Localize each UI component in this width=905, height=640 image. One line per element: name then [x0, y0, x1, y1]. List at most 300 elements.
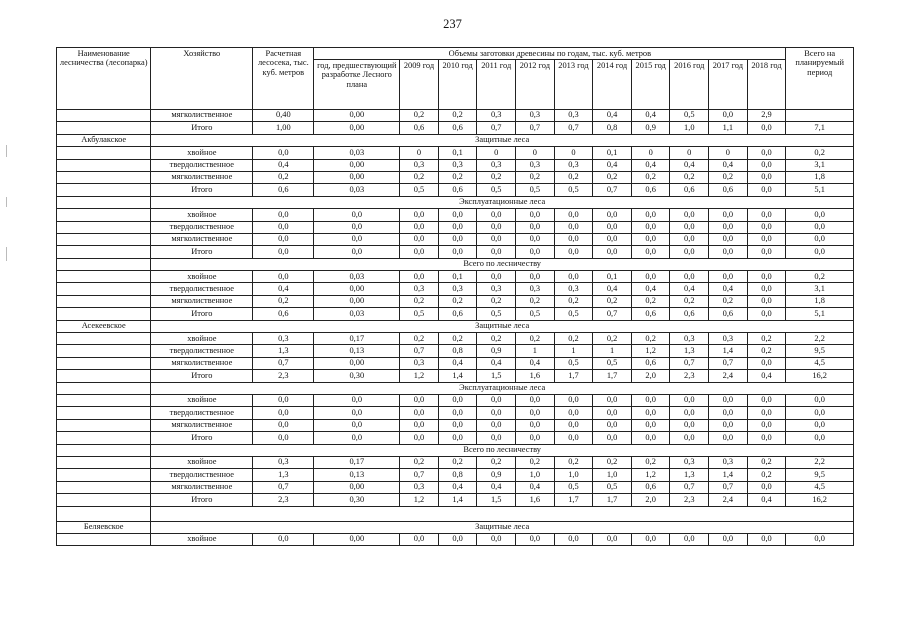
farm-type: твердолиственное — [151, 469, 253, 481]
value-cell: 0,0 — [400, 233, 439, 245]
value-cell: 0,0 — [314, 432, 400, 444]
forestry-name: Асекеевское — [57, 320, 151, 332]
farm-type: хвойное — [151, 333, 253, 345]
value-cell: 0,0 — [709, 271, 748, 283]
value-cell: 1,2 — [631, 345, 670, 357]
section-title: Эксплуатационные леса — [151, 382, 854, 394]
table-row — [57, 494, 854, 506]
value-cell: 1,3 — [253, 469, 314, 481]
value-cell: 0,0 — [314, 419, 400, 431]
value-cell: 1 — [593, 345, 632, 357]
value-cell: 0,17 — [314, 333, 400, 345]
value-cell: 0,7 — [554, 122, 593, 134]
table-row — [57, 357, 854, 369]
section-row — [57, 134, 854, 146]
value-cell: 0,0 — [747, 122, 786, 134]
table-row — [57, 246, 854, 258]
value-cell: 1,5 — [477, 370, 516, 382]
value-cell: 0,0 — [400, 394, 439, 406]
forestry-cell — [57, 432, 151, 444]
value-cell: 0,0 — [631, 419, 670, 431]
value-cell: 0,4 — [516, 481, 555, 493]
value-cell: 0,4 — [631, 283, 670, 295]
value-cell: 0,0 — [670, 271, 709, 283]
section-row — [57, 444, 854, 456]
value-cell: 0,0 — [253, 233, 314, 245]
forestry-cell — [57, 345, 151, 357]
value-cell: 1 — [516, 345, 555, 357]
forestry-cell — [57, 533, 151, 545]
value-cell: 0,0 — [516, 419, 555, 431]
table-row — [57, 159, 854, 171]
value-cell: 1,00 — [253, 122, 314, 134]
value-cell: 0,0 — [786, 432, 854, 444]
value-cell: 1,3 — [670, 345, 709, 357]
forestry-cell — [57, 370, 151, 382]
value-cell: 1,4 — [709, 345, 748, 357]
table-row — [57, 394, 854, 406]
table-row — [57, 110, 854, 122]
value-cell: 0,1 — [593, 271, 632, 283]
value-cell: 1,7 — [554, 370, 593, 382]
value-cell: 0,0 — [253, 407, 314, 419]
value-cell: 0,0 — [747, 159, 786, 171]
value-cell: 0,7 — [670, 481, 709, 493]
value-cell: 0,2 — [593, 456, 632, 468]
value-cell: 0 — [477, 147, 516, 159]
value-cell: 0,4 — [631, 159, 670, 171]
value-cell: 0,0 — [253, 271, 314, 283]
value-cell: 0,6 — [631, 357, 670, 369]
forestry-cell — [57, 110, 151, 122]
value-cell: 0,4 — [438, 357, 477, 369]
value-cell: 0,0 — [670, 419, 709, 431]
value-cell: 0,4 — [253, 159, 314, 171]
value-cell: 0,0 — [438, 394, 477, 406]
value-cell: 0,0 — [747, 419, 786, 431]
header-year: 2011 год — [477, 60, 516, 110]
value-cell: 0,0 — [516, 394, 555, 406]
table-row — [57, 333, 854, 345]
value-cell: 0,13 — [314, 469, 400, 481]
value-cell: 5,1 — [786, 308, 854, 320]
forestry-cell — [57, 419, 151, 431]
value-cell: 0,5 — [554, 308, 593, 320]
value-cell: 0,30 — [314, 370, 400, 382]
forestry-cell — [57, 184, 151, 196]
value-cell: 0,6 — [438, 122, 477, 134]
forestry-cell — [57, 333, 151, 345]
forestry-cell — [57, 122, 151, 134]
forestry-cell — [57, 308, 151, 320]
value-cell: 0,00 — [314, 122, 400, 134]
value-cell: 0,0 — [314, 407, 400, 419]
value-cell: 0,0 — [314, 394, 400, 406]
value-cell: 0,0 — [786, 533, 854, 545]
value-cell: 0,3 — [400, 159, 439, 171]
table-row — [57, 308, 854, 320]
value-cell: 0,40 — [253, 110, 314, 122]
value-cell: 0,7 — [400, 469, 439, 481]
value-cell: 0,0 — [516, 221, 555, 233]
value-cell: 0,0 — [747, 533, 786, 545]
value-cell: 0,00 — [314, 533, 400, 545]
forestry-cell — [57, 407, 151, 419]
value-cell: 0,2 — [554, 456, 593, 468]
value-cell: 0,3 — [400, 283, 439, 295]
table-row — [57, 481, 854, 493]
table-row — [57, 122, 854, 134]
forestry-cell — [57, 159, 151, 171]
value-cell: 0,2 — [438, 110, 477, 122]
value-cell: 16,2 — [786, 370, 854, 382]
value-cell: 0,00 — [314, 481, 400, 493]
value-cell: 0,0 — [253, 221, 314, 233]
value-cell: 0,0 — [709, 394, 748, 406]
value-cell: 0,1 — [593, 147, 632, 159]
value-cell: 0,0 — [747, 308, 786, 320]
value-cell: 0,0 — [554, 233, 593, 245]
value-cell: 1,3 — [253, 345, 314, 357]
value-cell: 0,4 — [709, 283, 748, 295]
value-cell: 0,0 — [554, 209, 593, 221]
value-cell: 0,6 — [631, 184, 670, 196]
farm-type: твердолиственное — [151, 407, 253, 419]
value-cell: 0,5 — [516, 184, 555, 196]
value-cell: 1,7 — [593, 494, 632, 506]
value-cell: 0,0 — [670, 432, 709, 444]
value-cell: 0,0 — [438, 221, 477, 233]
table-row — [57, 209, 854, 221]
section-row — [57, 521, 854, 533]
table-header — [57, 48, 854, 110]
value-cell: 0,0 — [709, 533, 748, 545]
value-cell: 0,3 — [400, 357, 439, 369]
value-cell: 0,2 — [400, 171, 439, 183]
value-cell: 0,5 — [400, 308, 439, 320]
value-cell: 0,0 — [631, 533, 670, 545]
value-cell: 0,0 — [709, 233, 748, 245]
value-cell: 0,13 — [314, 345, 400, 357]
value-cell: 0,7 — [253, 481, 314, 493]
value-cell: 0,6 — [670, 184, 709, 196]
value-cell: 1,0 — [516, 469, 555, 481]
value-cell: 0,0 — [253, 394, 314, 406]
value-cell: 0,0 — [438, 407, 477, 419]
value-cell: 0,03 — [314, 271, 400, 283]
table-row — [57, 432, 854, 444]
forestry-name — [57, 444, 151, 456]
value-cell: 1,2 — [631, 469, 670, 481]
value-cell: 0,5 — [593, 481, 632, 493]
value-cell: 0,2 — [709, 171, 748, 183]
value-cell: 0,2 — [593, 295, 632, 307]
value-cell: 0,7 — [253, 357, 314, 369]
value-cell: 0,0 — [253, 147, 314, 159]
value-cell: 0,5 — [554, 357, 593, 369]
value-cell: 0,2 — [516, 333, 555, 345]
value-cell: 0,5 — [400, 184, 439, 196]
value-cell: 9,5 — [786, 469, 854, 481]
value-cell: 0,4 — [253, 283, 314, 295]
value-cell: 0,0 — [400, 209, 439, 221]
farm-type: Итого — [151, 184, 253, 196]
value-cell: 0,0 — [670, 407, 709, 419]
value-cell: 0,2 — [438, 333, 477, 345]
value-cell: 0,0 — [314, 246, 400, 258]
value-cell: 0,0 — [786, 394, 854, 406]
table-row — [57, 271, 854, 283]
farm-type: хвойное — [151, 147, 253, 159]
value-cell: 0 — [631, 147, 670, 159]
value-cell: 2,0 — [631, 370, 670, 382]
value-cell: 0,2 — [438, 295, 477, 307]
logging-volume-table — [56, 47, 854, 546]
value-cell: 0,3 — [516, 283, 555, 295]
value-cell: 0,6 — [631, 481, 670, 493]
value-cell: 0,0 — [516, 432, 555, 444]
header-year: 2014 год — [593, 60, 632, 110]
scan-margin-marks — [6, 145, 8, 301]
value-cell: 0,0 — [670, 209, 709, 221]
value-cell: 0,0 — [631, 407, 670, 419]
value-cell: 0,5 — [516, 308, 555, 320]
value-cell: 1,0 — [593, 469, 632, 481]
value-cell: 0,4 — [438, 481, 477, 493]
value-cell: 0,0 — [786, 246, 854, 258]
value-cell: 0,2 — [516, 295, 555, 307]
table-row — [57, 370, 854, 382]
value-cell: 0,0 — [477, 432, 516, 444]
value-cell: 2,2 — [786, 333, 854, 345]
value-cell: 0,4 — [670, 159, 709, 171]
farm-type: мягколиственное — [151, 233, 253, 245]
value-cell: 0,0 — [670, 394, 709, 406]
value-cell: 0,7 — [593, 184, 632, 196]
value-cell: 0,2 — [747, 345, 786, 357]
value-cell: 0,00 — [314, 171, 400, 183]
value-cell: 0,0 — [631, 209, 670, 221]
header-year: 2017 год — [709, 60, 748, 110]
value-cell: 0 — [554, 147, 593, 159]
section-title: Всего по лесничеству — [151, 444, 854, 456]
table-row — [57, 147, 854, 159]
header-year: 2018 год — [747, 60, 786, 110]
section-row — [57, 258, 854, 270]
header-year: 2009 год — [400, 60, 439, 110]
value-cell: 0,0 — [631, 221, 670, 233]
forestry-name — [57, 196, 151, 208]
value-cell: 0,0 — [747, 209, 786, 221]
value-cell: 0,3 — [516, 110, 555, 122]
value-cell: 7,1 — [786, 122, 854, 134]
value-cell: 0,0 — [747, 283, 786, 295]
table-row — [57, 171, 854, 183]
value-cell: 1,4 — [438, 494, 477, 506]
value-cell: 0,3 — [477, 159, 516, 171]
value-cell: 0,2 — [400, 110, 439, 122]
value-cell: 4,5 — [786, 481, 854, 493]
value-cell: 0,0 — [253, 432, 314, 444]
section-row — [57, 382, 854, 394]
section-title: Защитные леса — [151, 521, 854, 533]
header-previous-year: год, предшествующий разработке Лесного плана — [314, 60, 400, 110]
value-cell: 0,3 — [477, 110, 516, 122]
value-cell: 0,0 — [786, 407, 854, 419]
section-title: Защитные леса — [151, 134, 854, 146]
value-cell: 0,0 — [314, 221, 400, 233]
value-cell: 0,0 — [747, 295, 786, 307]
value-cell: 0,4 — [593, 283, 632, 295]
value-cell: 0,0 — [747, 481, 786, 493]
value-cell: 0,00 — [314, 295, 400, 307]
value-cell: 0,0 — [631, 394, 670, 406]
value-cell: 4,5 — [786, 357, 854, 369]
forestry-name: Беляевское — [57, 521, 151, 533]
value-cell: 0,6 — [709, 184, 748, 196]
value-cell: 0,0 — [747, 184, 786, 196]
value-cell: 0,6 — [253, 308, 314, 320]
value-cell: 0,0 — [253, 246, 314, 258]
value-cell: 0 — [709, 147, 748, 159]
value-cell: 0,0 — [438, 246, 477, 258]
value-cell: 0,0 — [786, 233, 854, 245]
value-cell: 0,0 — [438, 209, 477, 221]
value-cell: 2,2 — [786, 456, 854, 468]
farm-type: хвойное — [151, 394, 253, 406]
value-cell: 0,2 — [516, 456, 555, 468]
value-cell: 0,30 — [314, 494, 400, 506]
value-cell: 0,0 — [670, 221, 709, 233]
value-cell: 0,7 — [670, 357, 709, 369]
value-cell: 0,4 — [747, 494, 786, 506]
farm-type: мягколиственное — [151, 110, 253, 122]
value-cell: 0,6 — [709, 308, 748, 320]
value-cell: 0,0 — [670, 246, 709, 258]
value-cell: 0,4 — [631, 110, 670, 122]
value-cell: 0,4 — [593, 159, 632, 171]
value-cell: 0,0 — [477, 209, 516, 221]
value-cell: 0,5 — [554, 184, 593, 196]
value-cell: 0,0 — [593, 209, 632, 221]
header-total: Всего на планируемый период — [786, 48, 854, 110]
value-cell: 1,0 — [554, 469, 593, 481]
value-cell: 0,5 — [554, 481, 593, 493]
farm-type: Итого — [151, 122, 253, 134]
value-cell: 3,1 — [786, 159, 854, 171]
value-cell: 0,0 — [314, 233, 400, 245]
forestry-name — [57, 258, 151, 270]
header-year: 2010 год — [438, 60, 477, 110]
table-row — [57, 469, 854, 481]
value-cell: 0,0 — [253, 209, 314, 221]
value-cell: 0,0 — [400, 221, 439, 233]
value-cell: 0,0 — [747, 147, 786, 159]
value-cell: 0,1 — [438, 147, 477, 159]
section-title: Эксплуатационные леса — [151, 196, 854, 208]
farm-type: мягколиственное — [151, 295, 253, 307]
value-cell: 0,0 — [516, 246, 555, 258]
forestry-cell — [57, 456, 151, 468]
value-cell: 0,3 — [554, 159, 593, 171]
value-cell: 0,0 — [747, 432, 786, 444]
farm-type: твердолиственное — [151, 345, 253, 357]
farm-type: Итого — [151, 432, 253, 444]
value-cell: 0,4 — [516, 357, 555, 369]
value-cell: 0,6 — [631, 308, 670, 320]
value-cell: 0,2 — [747, 333, 786, 345]
value-cell: 0,0 — [631, 246, 670, 258]
forestry-cell — [57, 246, 151, 258]
farm-type: Итого — [151, 370, 253, 382]
value-cell: 0,5 — [477, 184, 516, 196]
value-cell: 0,3 — [670, 333, 709, 345]
value-cell: 1,4 — [438, 370, 477, 382]
value-cell: 0,5 — [477, 308, 516, 320]
section-title: Всего по лесничеству — [151, 258, 854, 270]
value-cell: 0,03 — [314, 184, 400, 196]
value-cell: 9,5 — [786, 345, 854, 357]
value-cell: 0,3 — [554, 110, 593, 122]
value-cell: 0,2 — [631, 295, 670, 307]
value-cell: 0,4 — [747, 370, 786, 382]
value-cell: 0,0 — [593, 221, 632, 233]
value-cell: 1,8 — [786, 295, 854, 307]
value-cell: 16,2 — [786, 494, 854, 506]
value-cell: 2,4 — [709, 494, 748, 506]
value-cell: 0,2 — [438, 171, 477, 183]
farm-type: мягколиственное — [151, 171, 253, 183]
forestry-cell — [57, 357, 151, 369]
value-cell: 0,3 — [253, 333, 314, 345]
value-cell: 0,03 — [314, 147, 400, 159]
value-cell: 0,0 — [709, 419, 748, 431]
farm-type: твердолиственное — [151, 283, 253, 295]
value-cell: 0,2 — [253, 295, 314, 307]
farm-type: Итого — [151, 308, 253, 320]
value-cell: 0,4 — [477, 357, 516, 369]
value-cell: 0,4 — [670, 283, 709, 295]
value-cell: 0,0 — [786, 419, 854, 431]
value-cell: 0,3 — [438, 283, 477, 295]
farm-type: мягколиственное — [151, 481, 253, 493]
value-cell: 0,2 — [253, 171, 314, 183]
value-cell: 0,0 — [400, 246, 439, 258]
value-cell: 0,0 — [516, 209, 555, 221]
value-cell: 0,2 — [670, 171, 709, 183]
farm-type: мягколиственное — [151, 357, 253, 369]
value-cell: 0,0 — [593, 407, 632, 419]
table-row — [57, 419, 854, 431]
value-cell: 1,0 — [670, 122, 709, 134]
spacer-row — [57, 506, 854, 521]
value-cell: 0,2 — [554, 171, 593, 183]
forestry-cell — [57, 283, 151, 295]
value-cell: 0,0 — [593, 533, 632, 545]
table-row — [57, 233, 854, 245]
header-year: 2012 год — [516, 60, 555, 110]
value-cell: 0,0 — [477, 233, 516, 245]
value-cell: 0,7 — [593, 308, 632, 320]
value-cell: 0,0 — [631, 233, 670, 245]
value-cell: 2,3 — [670, 494, 709, 506]
value-cell: 0,0 — [709, 407, 748, 419]
value-cell: 0,5 — [670, 110, 709, 122]
farm-type: мягколиственное — [151, 419, 253, 431]
value-cell: 0,1 — [438, 271, 477, 283]
forestry-cell — [57, 209, 151, 221]
value-cell: 0,0 — [786, 221, 854, 233]
